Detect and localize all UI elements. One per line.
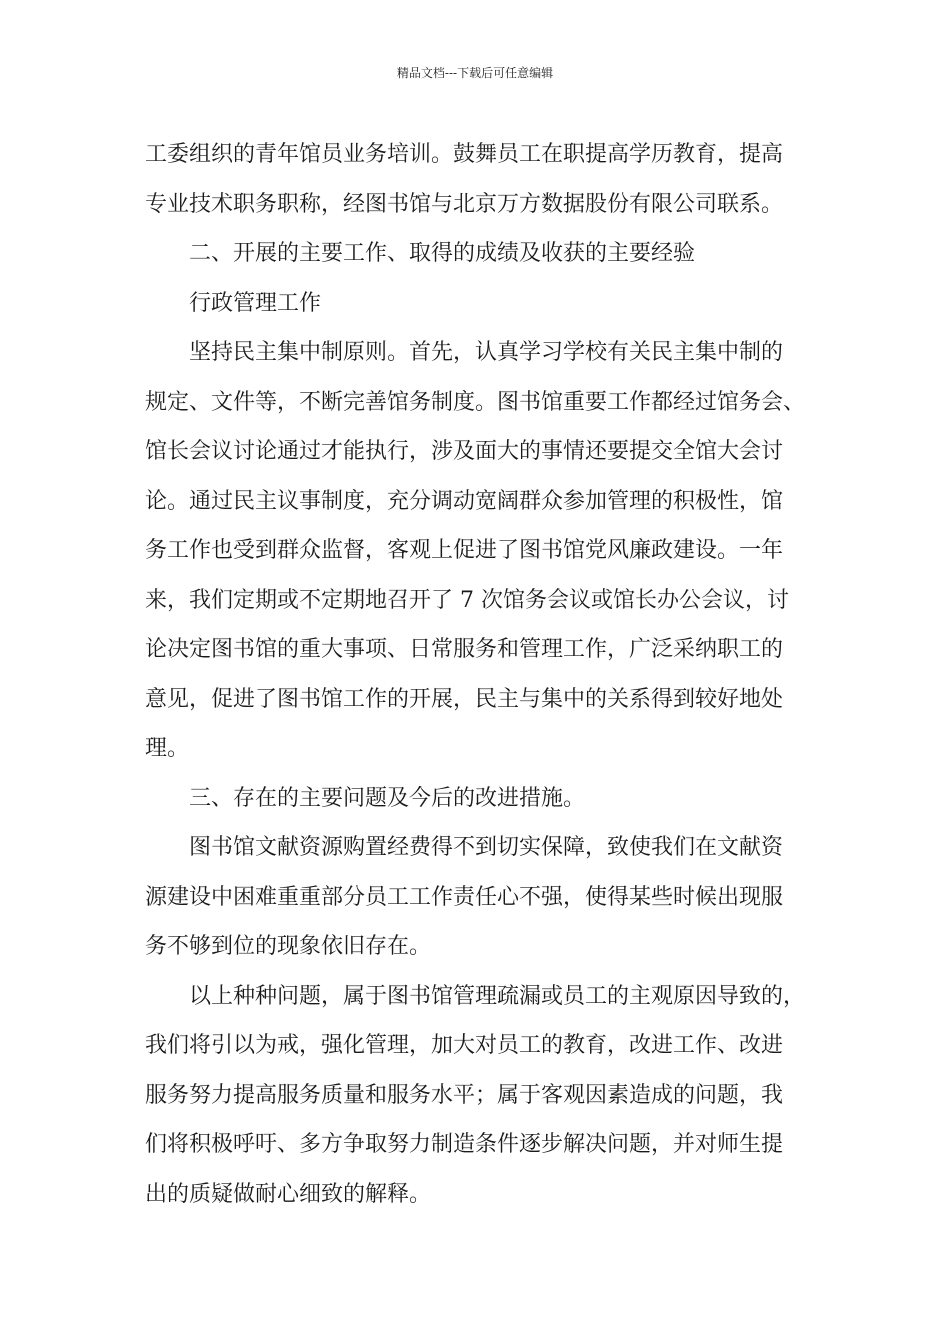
text-line: 我们将引以为戒，强化管理，加大对员工的教育，改进工作、改进 — [145, 1033, 784, 1058]
text-line: 出的质疑做耐心细致的解释。 — [145, 1181, 432, 1207]
section-heading: 二、开展的主要工作、取得的成绩及收获的主要经验 — [189, 241, 696, 266]
text-line: 服务努力提高服务质量和服务水平；属于客观因素造成的问题，我 — [145, 1082, 784, 1108]
text-line: 来，我们定期或不定期地召开了 7 次馆务会议或馆长办公会议，讨 — [145, 587, 789, 613]
text-line: 源建设中困难重重部分员工工作责任心不强，使得某些时候出现服 — [145, 884, 784, 910]
text-line: 务工作也受到群众监督，客观上促进了图书馆党风廉政建设。一年 — [145, 538, 784, 563]
text-line: 规定、文件等，不断完善馆务制度。图书馆重要工作都经过馆务会、 — [145, 389, 806, 415]
text-line: 理。 — [145, 736, 190, 761]
text-line: 工委组织的青年馆员业务培训。鼓舞员工在职提高学历教育，提高 — [145, 142, 784, 167]
text-line: 意见，促进了图书馆工作的开展，民主与集中的关系得到较好地处 — [145, 686, 784, 712]
text-line: 们将积极呼吁、多方争取努力制造条件逐步解决问题，并对师生提 — [145, 1132, 784, 1157]
text-line: 以上种种问题，属于图书馆管理疏漏或员工的主观原因导致的， — [189, 983, 806, 1009]
text-line: 专业技术职务职称，经图书馆与北京万方数据股份有限公司联系。 — [145, 191, 784, 217]
section-heading: 三、存在的主要问题及今后的改进措施。 — [189, 785, 586, 811]
text-line: 务不够到位的现象依旧存在。 — [145, 934, 432, 959]
document-body — [145, 130, 809, 1219]
page-header: 精品文档---下载后可任意编辑 — [396, 66, 554, 80]
text-line: 馆长会议讨论通过才能执行，涉及面大的事情还要提交全馆大会讨 — [145, 439, 784, 464]
text-line: 图书馆文献资源购置经费得不到切实保障，致使我们在文献资 — [189, 835, 784, 860]
text-line: 论决定图书馆的重大事项、日常服务和管理工作，广泛采纳职工的 — [145, 637, 784, 662]
subsection-heading: 行政管理工作 — [189, 290, 322, 316]
text-line: 坚持民主集中制原则。首先，认真学习学校有关民主集中制的 — [189, 340, 784, 365]
text-line: 论。通过民主议事制度，充分调动宽阔群众参加管理的积极性，馆 — [145, 488, 784, 514]
